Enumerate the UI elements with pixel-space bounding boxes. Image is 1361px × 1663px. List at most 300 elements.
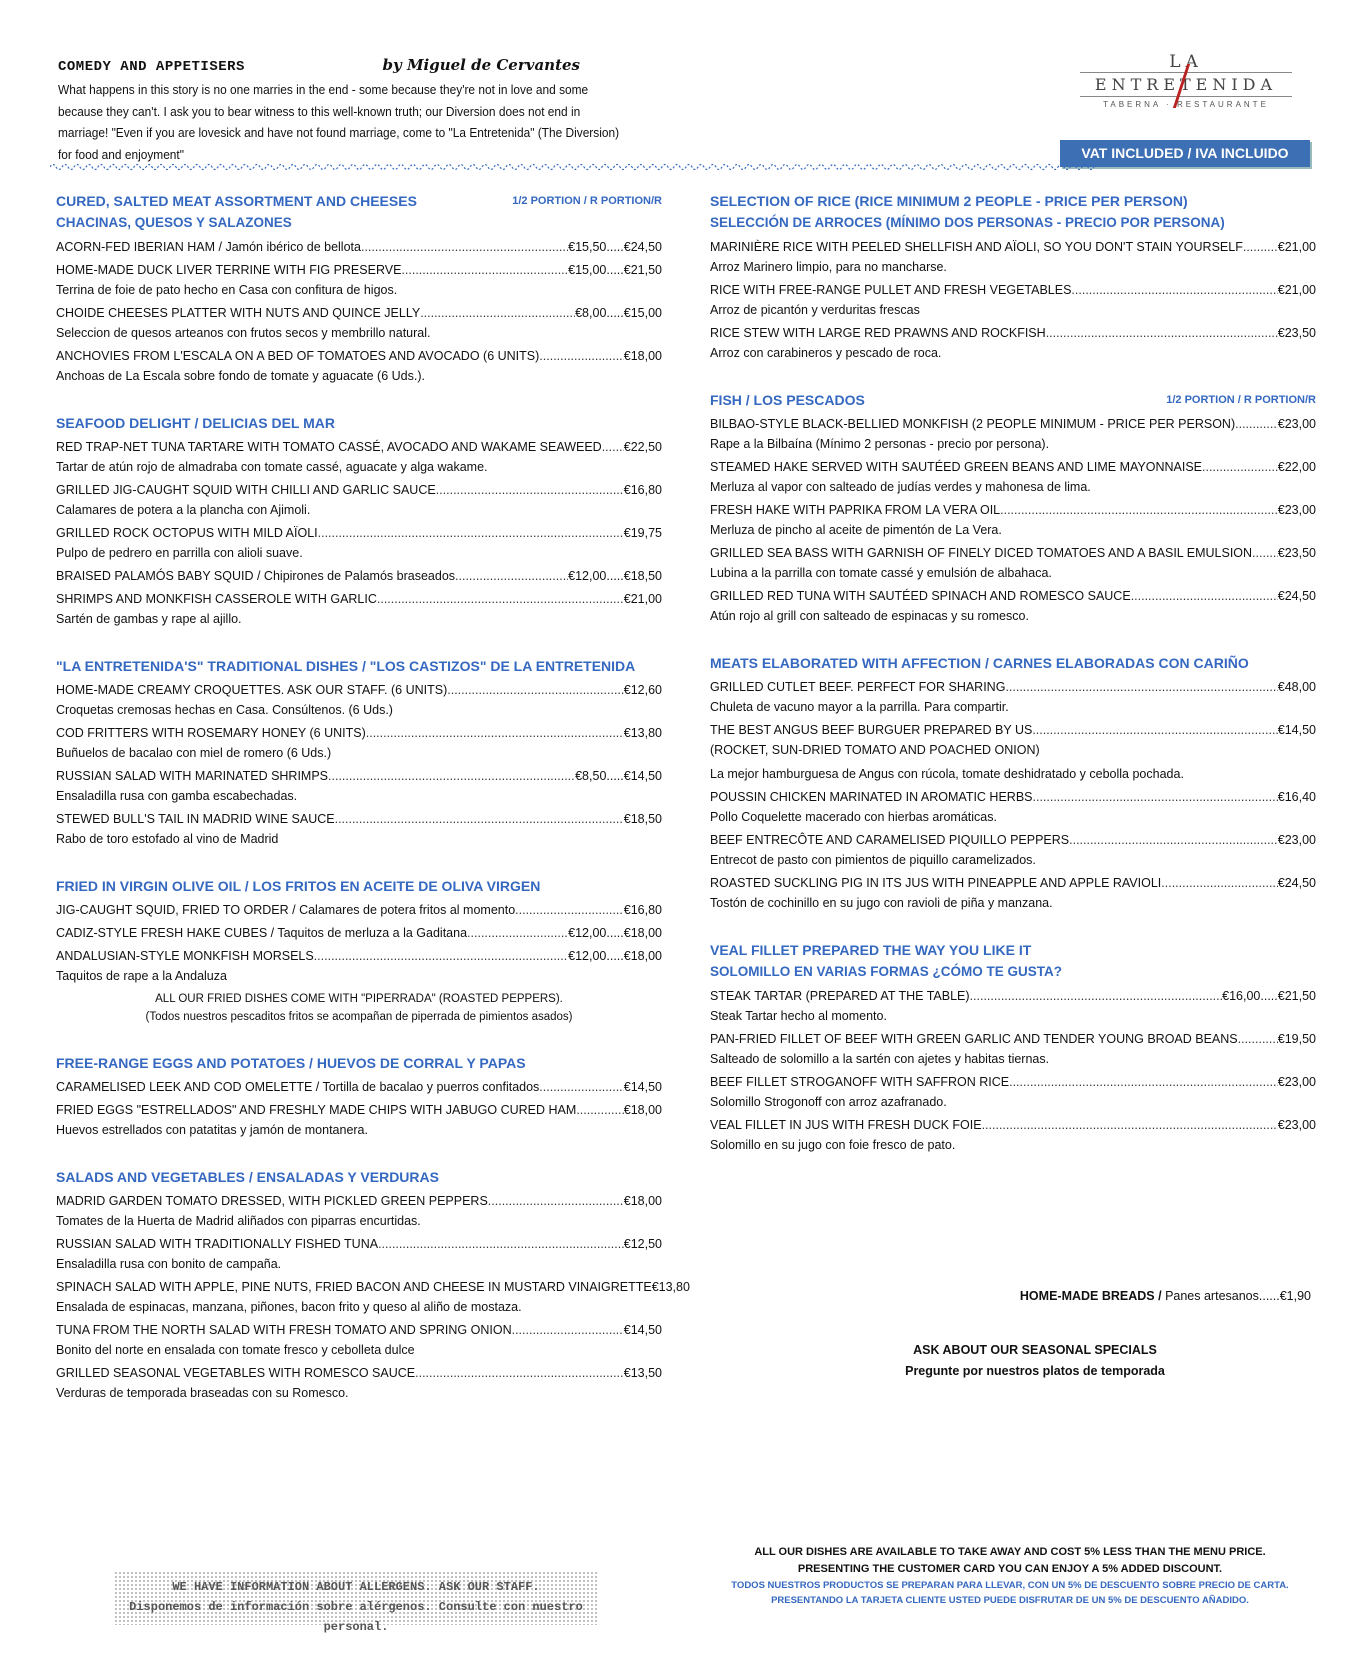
menu-item-line xyxy=(56,1078,662,1097)
section-title xyxy=(56,655,662,677)
menu-item-name: STEWED BULL'S TAIL IN MADRID WINE SAUCE xyxy=(56,812,335,826)
wavy-divider xyxy=(50,162,1320,172)
leader-dots xyxy=(1009,1073,1278,1092)
menu-item-spanish: Solomillo Strogonoff con arroz azafranado. xyxy=(710,1095,947,1109)
menu-item-name: COD FRITTERS WITH ROSEMARY HONEY (6 UNITS) xyxy=(56,726,366,740)
menu-item-line xyxy=(710,324,1316,343)
leader-dots xyxy=(467,924,568,943)
section-note-es: (Todos nuestros pescaditos fritos se acompañan de piperrada de pimientos asados) xyxy=(145,1011,573,1023)
menu-item-price: €23,50 xyxy=(1277,546,1316,560)
menu-item xyxy=(56,810,662,849)
menu-item xyxy=(56,238,662,257)
menu-item-line xyxy=(56,1101,662,1120)
leader-dots xyxy=(602,438,624,457)
menu-item-price: €19,75 xyxy=(623,526,662,540)
section-title xyxy=(56,412,662,434)
menu-item-price: €23,00 xyxy=(1277,833,1316,847)
breads-line xyxy=(1020,1289,1311,1303)
menu-item xyxy=(710,678,1316,717)
menu-item-name: ROASTED SUCKLING PIG IN ITS JUS WITH PINEAPPLE AND APPLE RAVIOLI xyxy=(710,876,1162,890)
leader-dots xyxy=(314,947,568,966)
menu-item xyxy=(710,764,1316,784)
menu-item-name: CHOIDE CHEESES PLATTER WITH NUTS AND QUINCE JELLY xyxy=(56,306,421,320)
menu-item-name: ANCHOVIES FROM L'ESCALA ON A BED OF TOMATOES AND AVOCADO (6 UNITS) xyxy=(56,349,540,363)
menu-item-name: HOME-MADE DUCK LIVER TERRINE WITH FIG PRESERVE xyxy=(56,263,402,277)
menu-item-spanish: Pulpo de pedrero en parrilla con alioli suave. xyxy=(56,546,303,560)
section-subtitle: SELECCIÓN DE ARROCES (MÍNIMO DOS PERSONAS - PRECIO POR PERSONA) xyxy=(710,215,1225,230)
section-title-text: "LA ENTRETENIDA'S" TRADITIONAL DISHES / "LOS CASTIZOS" DE LA ENTRETENIDA xyxy=(56,658,636,674)
menu-item-line xyxy=(56,924,662,943)
menu-item-line xyxy=(56,901,662,920)
menu-item-spanish: Tomates de la Huerta de Madrid aliñados con piparras encurtidas. xyxy=(56,1214,421,1228)
menu-item-name: POUSSIN CHICKEN MARINATED IN AROMATIC HERBS xyxy=(710,790,1033,804)
takeaway-en-2: PRESENTING THE CUSTOMER CARD YOU CAN ENJOY A 5% ADDED DISCOUNT. xyxy=(797,1563,1223,1575)
leader-dots xyxy=(335,810,624,829)
menu-item-price: €14,50 xyxy=(623,1080,662,1094)
leader-dots xyxy=(318,524,624,543)
menu-item-spanish: Tostón de cochinillo en su jugo con ravioli de piña y manzana. xyxy=(710,896,1053,910)
menu-item-line xyxy=(56,524,662,543)
leader-dots xyxy=(1243,238,1278,257)
section-title-text: CURED, SALTED MEAT ASSORTMENT AND CHEESES xyxy=(56,193,417,209)
menu-item-spanish: Rape a la Bilbaína (Mínimo 2 personas - precio por persona). xyxy=(710,437,1050,451)
leader-dots xyxy=(401,261,568,280)
menu-item xyxy=(56,590,662,629)
menu-item-name: HOME-MADE CREAMY CROQUETTES. ASK OUR STAFF. (6 UNITS) xyxy=(56,683,448,697)
menu-item xyxy=(710,831,1316,870)
menu-item-spanish: Tartar de atún rojo de almadraba con tomate cassé, aguacate y alga wakame. xyxy=(56,460,488,474)
menu-item-line xyxy=(710,1073,1316,1092)
menu-item-line xyxy=(56,261,662,280)
menu-section xyxy=(56,655,662,849)
leader-dots xyxy=(1161,874,1277,893)
menu-item-price: €21,00 xyxy=(1277,283,1316,297)
section-title xyxy=(56,190,662,212)
takeaway-en-1: ALL OUR DISHES ARE AVAILABLE TO TAKE AWAY AND COST 5% LESS THAN THE MENU PRICE. xyxy=(754,1546,1266,1558)
menu-item-spanish: Arroz de picantón y verduritas frescas xyxy=(710,303,920,317)
intro-header xyxy=(58,56,628,75)
menu-item-line xyxy=(56,1364,662,1383)
menu-section xyxy=(56,1166,690,1403)
section-title xyxy=(56,1052,662,1074)
menu-item xyxy=(710,1116,1316,1155)
menu-item-name: BILBAO-STYLE BLACK-BELLIED MONKFISH (2 PEOPLE MINIMUM - PRICE PER PERSON) xyxy=(710,417,1236,431)
intro-author: by Miguel de Cervantes xyxy=(382,56,580,74)
leader-dots xyxy=(436,481,624,500)
menu-item-price: €8,50.....€14,50 xyxy=(575,769,662,783)
leader-dots xyxy=(361,238,568,257)
menu-item-spanish: Taquitos de rape a la Andaluza xyxy=(56,969,227,983)
vat-badge: VAT INCLUDED / IVA INCLUIDO xyxy=(1060,140,1310,167)
section-title xyxy=(710,939,1316,961)
leader-dots xyxy=(420,304,575,323)
menu-item-spanish: Verduras de temporada braseadas con su Romesco. xyxy=(56,1386,349,1400)
menu-item-line xyxy=(710,281,1316,300)
leader-dots xyxy=(488,1192,624,1211)
menu-item-name: BEEF ENTRECÔTE AND CARAMELISED PIQUILLO PEPPERS xyxy=(710,833,1070,847)
menu-item-name: CARAMELISED LEEK AND COD OMELETTE / Tortilla de bacalao y puerros confitados xyxy=(56,1080,540,1094)
menu-item-spanish: Rabo de toro estofado al vino de Madrid xyxy=(56,832,279,846)
menu-item-line xyxy=(56,947,662,966)
menu-item xyxy=(56,1192,662,1231)
menu-item-price: €23,50 xyxy=(1277,326,1316,340)
menu-item-spanish: Pollo Coquelette macerado con hierbas aromáticas. xyxy=(710,810,997,824)
menu-item-line xyxy=(710,587,1316,606)
menu-item xyxy=(56,724,662,763)
menu-item-name: RUSSIAN SALAD WITH TRADITIONALLY FISHED TUNA xyxy=(56,1237,379,1251)
menu-item-price: €22,00 xyxy=(1277,460,1316,474)
menu-item-spanish: Atún rojo al grill con salteado de espinacas y su romesco. xyxy=(710,609,1029,623)
menu-item-price: €18,00 xyxy=(623,349,662,363)
leader-dots xyxy=(1046,324,1278,343)
menu-item xyxy=(56,438,662,477)
menu-item-name: STEAMED HAKE SERVED WITH SAUTÉED GREEN BEANS AND LIME MAYONNAISE xyxy=(710,460,1202,474)
menu-item xyxy=(710,458,1316,497)
menu-item-name: GRILLED JIG-CAUGHT SQUID WITH CHILLI AND GARLIC SAUCE xyxy=(56,483,436,497)
menu-item-spanish: Lubina a la parrilla con tomate cassé y emulsión de albahaca. xyxy=(710,566,1052,580)
menu-item xyxy=(56,947,662,986)
takeaway-es-2: PRESENTANDO LA TARJETA CLIENTE USTED PUEDE DISFRUTAR DE UN 5% DE DESCUENTO AÑADIDO. xyxy=(771,1595,1249,1606)
menu-item-line xyxy=(56,438,662,457)
section-title xyxy=(710,389,1316,411)
menu-item-spanish: Merluza de pincho al aceite de pimentón de La Vera. xyxy=(710,523,1002,537)
menu-item-spanish: Sartén de gambas y rape al ajillo. xyxy=(56,612,242,626)
leader-dots xyxy=(328,767,575,786)
menu-item-name: GRILLED ROCK OCTOPUS WITH MILD AÏOLI xyxy=(56,526,318,540)
menu-item-price: €23,00 xyxy=(1277,1075,1316,1089)
menu-section xyxy=(710,652,1316,913)
menu-section xyxy=(56,1052,662,1140)
menu-item-name: PAN-FRIED FILLET OF BEEF WITH GREEN GARLIC AND TENDER YOUNG BROAD BEANS xyxy=(710,1032,1238,1046)
menu-item-line xyxy=(710,874,1316,893)
menu-column-right xyxy=(710,190,1316,1155)
leader-dots xyxy=(378,1235,624,1254)
menu-item-price: €13,80 xyxy=(623,726,662,740)
leader-dots xyxy=(1033,788,1278,807)
menu-item-spanish: Ensaladilla rusa con gamba escabechadas. xyxy=(56,789,298,803)
leader-dots xyxy=(1005,678,1277,697)
leader-dots xyxy=(1131,587,1278,606)
menu-item-price: €23,00 xyxy=(1277,503,1316,517)
breads-es: Panes artesanos xyxy=(1165,1289,1259,1303)
intro-text: What happens in this story is no one marries in the end - some because they're not in love and some because they can't. I ask you to bear witness to this well-known truth; our Diversion does not end in marriage! "Even if you are lovesick and have not found marriage, come to "La Entretenida" (The Diversion) for food and enjoyment" xyxy=(58,82,620,162)
menu-item xyxy=(56,767,662,806)
leader-dots xyxy=(1235,415,1278,434)
menu-item-name: RUSSIAN SALAD WITH MARINATED SHRIMPS xyxy=(56,769,329,783)
leader-dots xyxy=(455,567,568,586)
menu-item xyxy=(56,901,662,920)
restaurant-logo xyxy=(1080,52,1292,114)
menu-item-line xyxy=(56,767,662,786)
menu-item-name: FRESH HAKE WITH PAPRIKA FROM LA VERA OIL xyxy=(710,503,1001,517)
menu-item xyxy=(56,1235,662,1274)
menu-item-price: €12,50 xyxy=(623,1237,662,1251)
logo-name: ENTRETENIDA xyxy=(1080,72,1292,97)
leader-dots xyxy=(1238,1030,1278,1049)
menu-item-spanish: Bonito del norte en ensalada con tomate fresco y cebolleta dulce xyxy=(56,1343,415,1357)
allergen-en: WE HAVE INFORMATION ABOUT ALLERGENS. ASK OUR STAFF. xyxy=(172,1580,540,1594)
menu-item-line xyxy=(710,1030,1316,1049)
menu-item-price: €16,80 xyxy=(623,903,662,917)
menu-item-price: €16,80 xyxy=(623,483,662,497)
menu-item xyxy=(56,1278,690,1317)
menu-item xyxy=(710,544,1316,583)
menu-item xyxy=(710,281,1316,320)
menu-item-name: THE BEST ANGUS BEEF BURGUER PREPARED BY US xyxy=(710,723,1033,737)
breads-price: ......€1,90 xyxy=(1258,1289,1311,1303)
menu-item-line xyxy=(56,347,662,366)
menu-item-name: STEAK TARTAR (PREPARED AT THE TABLE) xyxy=(710,989,970,1003)
menu-item-price: €12,60 xyxy=(623,683,662,697)
menu-item-price: €12,00.....€18,50 xyxy=(568,569,662,583)
leader-dots xyxy=(415,1364,624,1383)
menu-item-name: RICE WITH FREE-RANGE PULLET AND FRESH VEGETABLES xyxy=(710,283,1072,297)
section-title-text: VEAL FILLET PREPARED THE WAY YOU LIKE IT xyxy=(710,942,1032,958)
menu-item-line xyxy=(710,831,1316,850)
takeaway-notice xyxy=(700,1544,1320,1608)
menu-item-price: €18,00 xyxy=(623,1194,662,1208)
menu-item-name: BRAISED PALAMÓS BABY SQUID / Chipirones de Palamós braseados xyxy=(56,569,456,583)
menu-column-left xyxy=(56,190,690,1403)
menu-item xyxy=(710,415,1316,454)
menu-item-price: €13,50 xyxy=(623,1366,662,1380)
menu-item-price: €23,00 xyxy=(1277,417,1316,431)
menu-item-line xyxy=(710,544,1316,563)
menu-item-name: ANDALUSIAN-STYLE MONKFISH MORSELS xyxy=(56,949,314,963)
menu-item-price: €14,50 xyxy=(1277,723,1316,737)
section-title-text: SEAFOOD DELIGHT / DELICIAS DEL MAR xyxy=(56,415,335,431)
menu-item-price: €8,00.....€15,00 xyxy=(575,306,662,320)
menu-item-name: GRILLED SEASONAL VEGETABLES WITH ROMESCO SAUCE xyxy=(56,1366,416,1380)
intro-block xyxy=(58,56,628,165)
menu-section xyxy=(710,190,1316,363)
menu-item-spanish: Ensalada de espinacas, manzana, piñones, bacon frito y queso al aliño de mostaza. xyxy=(56,1300,522,1314)
menu-item xyxy=(56,347,662,386)
menu-item-spanish: Merluza al vapor con salteado de judías verdes y mahonesa de lima. xyxy=(710,480,1091,494)
menu-item-price: €19,50 xyxy=(1277,1032,1316,1046)
menu-item-price: €15,50.....€24,50 xyxy=(568,240,662,254)
leader-dots xyxy=(366,724,624,743)
takeaway-es-1: TODOS NUESTROS PRODUCTOS SE PREPARAN PARA LLEVAR, CON UN 5% DE DESCUENTO SOBRE PRECIO DE CARTA. xyxy=(731,1580,1289,1591)
menu-item-line xyxy=(710,678,1316,697)
menu-item xyxy=(56,1101,662,1140)
menu-item-spanish: Buñuelos de bacalao con miel de romero (6 Uds.) xyxy=(56,746,332,760)
section-portion: 1/2 PORTION / R PORTION/R xyxy=(512,195,662,207)
menu-item-name: VEAL FILLET IN JUS WITH FRESH DUCK FOIE xyxy=(710,1118,982,1132)
menu-section xyxy=(710,939,1316,1155)
menu-item-name: BEEF FILLET STROGANOFF WITH SAFFRON RICE xyxy=(710,1075,1010,1089)
menu-item-spanish: Chuleta de vacuno mayor a la parrilla. Para compartir. xyxy=(710,700,1009,714)
menu-item-price: €12,00.....€18,00 xyxy=(568,949,662,963)
leader-dots xyxy=(1202,458,1278,477)
menu-item xyxy=(56,681,662,720)
section-title-text: FREE-RANGE EGGS AND POTATOES / HUEVOS DE CORRAL Y PAPAS xyxy=(56,1055,526,1071)
menu-item xyxy=(710,324,1316,363)
menu-item-spanish: Calamares de potera a la plancha con Ajimoli. xyxy=(56,503,311,517)
leader-dots xyxy=(515,901,624,920)
menu-section xyxy=(56,190,662,386)
section-title-text: SALADS AND VEGETABLES / ENSALADAS Y VERDURAS xyxy=(56,1169,439,1185)
menu-item-spanish: Anchoas de La Escala sobre fondo de tomate y aguacate (6 Uds.). xyxy=(56,369,425,383)
menu-item xyxy=(56,567,662,586)
menu-item-price: €16,40 xyxy=(1277,790,1316,804)
menu-item-line xyxy=(56,567,662,586)
menu-item-spanish: Arroz con carabineros y pescado de roca. xyxy=(710,346,942,360)
menu-item-price: €21,00 xyxy=(1277,240,1316,254)
menu-item-price: €24,50 xyxy=(1277,589,1316,603)
menu-item-name: FRIED EGGS "ESTRELLADOS" AND FRESHLY MADE CHIPS WITH JABUGO CURED HAM xyxy=(56,1103,577,1117)
menu-item-line xyxy=(56,1321,662,1340)
menu-item-line xyxy=(710,238,1316,257)
menu-item xyxy=(710,874,1316,913)
menu-item-price: €18,00 xyxy=(623,1103,662,1117)
menu-item-line xyxy=(56,481,662,500)
menu-item-spanish: Ensaladilla rusa con bonito de campaña. xyxy=(56,1257,282,1271)
menu-item-line xyxy=(56,724,662,743)
seasonal-specials xyxy=(750,1340,1320,1382)
section-note xyxy=(56,990,662,1026)
menu-item-spanish: Arroz Marinero limpio, para no mancharse. xyxy=(710,260,947,274)
leader-dots xyxy=(539,1078,623,1097)
section-subtitle: CHACINAS, QUESOS Y SALAZONES xyxy=(56,215,292,230)
allergen-notice xyxy=(114,1571,598,1634)
menu-item-name: MARINIÈRE RICE WITH PEELED SHELLFISH AND AÏOLI, SO YOU DON'T STAIN YOURSELF xyxy=(710,240,1243,254)
menu-item-spanish: (ROCKET, SUN-DRIED TOMATO AND POACHED ONION) xyxy=(710,743,1040,757)
leader-dots xyxy=(970,987,1223,1006)
leader-dots xyxy=(512,1321,624,1340)
menu-item-line xyxy=(56,1278,690,1297)
menu-section xyxy=(710,389,1316,626)
menu-item-name: JIG-CAUGHT SQUID, FRIED TO ORDER / Calamares de potera fritos al momento xyxy=(56,903,516,917)
menu-section xyxy=(56,875,662,1026)
menu-item xyxy=(710,1030,1316,1069)
menu-item-price: €48,00 xyxy=(1277,680,1316,694)
section-title xyxy=(56,875,662,897)
menu-item-name: RICE STEW WITH LARGE RED PRAWNS AND ROCKFISH xyxy=(710,326,1046,340)
leader-dots xyxy=(539,347,623,366)
leader-dots xyxy=(1000,501,1278,520)
menu-item xyxy=(710,587,1316,626)
leader-dots xyxy=(576,1101,623,1120)
menu-item-line xyxy=(710,501,1316,520)
menu-item-price: €16,00.....€21,50 xyxy=(1222,989,1316,1003)
menu-item xyxy=(710,238,1316,277)
menu-item-price: €14,50 xyxy=(623,1323,662,1337)
menu-item-price: €22,50 xyxy=(623,440,662,454)
section-title-text: FRIED IN VIRGIN OLIVE OIL / LOS FRITOS EN ACEITE DE OLIVA VIRGEN xyxy=(56,878,541,894)
section-title-text: FISH / LOS PESCADOS xyxy=(710,392,865,408)
menu-item-name: RED TRAP-NET TUNA TARTARE WITH TOMATO CASSÉ, AVOCADO AND WAKAME SEAWEED xyxy=(56,440,602,454)
menu-item-spanish: Seleccion de quesos arteanos con frutos secos y membrillo natural. xyxy=(56,326,431,340)
menu-item-price: €15,00.....€21,50 xyxy=(568,263,662,277)
leader-dots xyxy=(377,590,624,609)
menu-item-price: €21,00 xyxy=(623,592,662,606)
intro-title: COMEDY AND APPETISERS xyxy=(58,59,245,75)
section-title-text: SELECTION OF RICE (RICE MINIMUM 2 PEOPLE - PRICE PER PERSON) xyxy=(710,193,1188,209)
menu-item-name: GRILLED CUTLET BEEF. PERFECT FOR SHARING xyxy=(710,680,1006,694)
leader-dots xyxy=(1071,281,1277,300)
menu-item-name: TUNA FROM THE NORTH SALAD WITH FRESH TOMATO AND SPRING ONION xyxy=(56,1323,512,1337)
menu-item xyxy=(56,924,662,943)
menu-item-spanish: Steak Tartar hecho al momento. xyxy=(710,1009,887,1023)
section-subtitle: SOLOMILLO EN VARIAS FORMAS ¿CÓMO TE GUSTA? xyxy=(710,964,1062,979)
menu-item xyxy=(56,1321,662,1360)
menu-item-price: €13,80 xyxy=(651,1280,690,1294)
menu-item-line xyxy=(710,415,1316,434)
menu-item-line xyxy=(710,1116,1316,1135)
menu-item-line xyxy=(710,458,1316,477)
menu-item-spanish: Solomillo en su jugo con foie fresco de pato. xyxy=(710,1138,956,1152)
menu-item-line xyxy=(56,1235,662,1254)
leader-dots xyxy=(982,1116,1278,1135)
allergen-es: Disponemos de información sobre alérgenos. Consulte con nuestro personal. xyxy=(129,1600,583,1634)
menu-item-line xyxy=(56,1192,662,1211)
menu-item-price: €24,50 xyxy=(1277,876,1316,890)
menu-item-name: ACORN-FED IBERIAN HAM / Jamón ibérico de bellota xyxy=(56,240,361,254)
menu-item xyxy=(56,1364,662,1403)
section-portion: 1/2 PORTION / R PORTION/R xyxy=(1166,394,1316,406)
menu-item-line xyxy=(710,987,1316,1006)
logo-subtitle: TABERNA · RESTAURANTE xyxy=(1103,100,1269,109)
menu-item-name: CADIZ-STYLE FRESH HAKE CUBES / Taquitos de merluza a la Gaditana xyxy=(56,926,468,940)
menu-item-line xyxy=(710,721,1316,740)
menu-item xyxy=(56,524,662,563)
menu-item-price: €23,00 xyxy=(1277,1118,1316,1132)
menu-item-line xyxy=(56,590,662,609)
section-title xyxy=(710,652,1316,674)
menu-item xyxy=(710,788,1316,827)
leader-dots xyxy=(447,681,624,700)
menu-section xyxy=(56,412,662,629)
leader-dots xyxy=(1069,831,1278,850)
section-note-en: ALL OUR FRIED DISHES COME WITH "PIPERRADA" (ROASTED PEPPERS). xyxy=(155,993,563,1005)
menu-item-spanish: La mejor hamburguesa de Angus con rúcola, tomate deshidratado y cebolla pochada. xyxy=(710,767,1184,781)
section-title-text: MEATS ELABORATED WITH AFFECTION / CARNES ELABORADAS CON CARIÑO xyxy=(710,655,1249,671)
menu-item-spanish: Croquetas cremosas hechas en Casa. Consúltenos. (6 Uds.) xyxy=(56,703,393,717)
menu-item xyxy=(710,987,1316,1026)
section-title xyxy=(710,190,1316,212)
menu-item xyxy=(710,721,1316,760)
menu-item-name: SHRIMPS AND MONKFISH CASSEROLE WITH GARLIC xyxy=(56,592,377,606)
menu-item-name: SPINACH SALAD WITH APPLE, PINE NUTS, FRIED BACON AND CHEESE IN MUSTARD VINAIGRETTE xyxy=(56,1280,652,1294)
menu-item-line xyxy=(710,788,1316,807)
breads-label: HOME-MADE BREADS / xyxy=(1019,1289,1166,1303)
leader-dots xyxy=(1252,544,1278,563)
menu-item-name: GRILLED SEA BASS WITH GARNISH OF FINELY DICED TOMATOES AND A BASIL EMULSION xyxy=(710,546,1253,560)
menu-item-name: MADRID GARDEN TOMATO DRESSED, WITH PICKLED GREEN PEPPERS xyxy=(56,1194,488,1208)
menu-item-spanish: Salteado de solomillo a la sartén con ajetes y habitas tiernas. xyxy=(710,1052,1050,1066)
menu-item-line xyxy=(56,304,662,323)
menu-item-spanish: Huevos estrellados con patatitas y jamón de montanera. xyxy=(56,1123,368,1137)
menu-item-line xyxy=(56,681,662,700)
menu-item-line xyxy=(56,810,662,829)
logo-la: LA xyxy=(1169,52,1203,72)
menu-item-spanish: Entrecot de pasto con pimientos de piquillo caramelizados. xyxy=(710,853,1036,867)
section-title xyxy=(56,1166,662,1188)
menu-item-price: €18,50 xyxy=(623,812,662,826)
menu-item-price: €12,00.....€18,00 xyxy=(568,926,662,940)
menu-item xyxy=(56,304,662,343)
menu-item xyxy=(710,501,1316,540)
menu-item-name: GRILLED RED TUNA WITH SAUTÉED SPINACH AND ROMESCO SAUCE xyxy=(710,589,1131,603)
seasonal-es: Pregunte por nuestros platos de temporada xyxy=(905,1364,1165,1378)
menu-item-line xyxy=(56,238,662,257)
seasonal-en: ASK ABOUT OUR SEASONAL SPECIALS xyxy=(913,1343,1157,1357)
menu-item-spanish: Terrina de foie de pato hecho en Casa con confitura de higos. xyxy=(56,283,398,297)
menu-item xyxy=(710,1073,1316,1112)
menu-item xyxy=(56,481,662,520)
menu-item xyxy=(56,1078,662,1097)
